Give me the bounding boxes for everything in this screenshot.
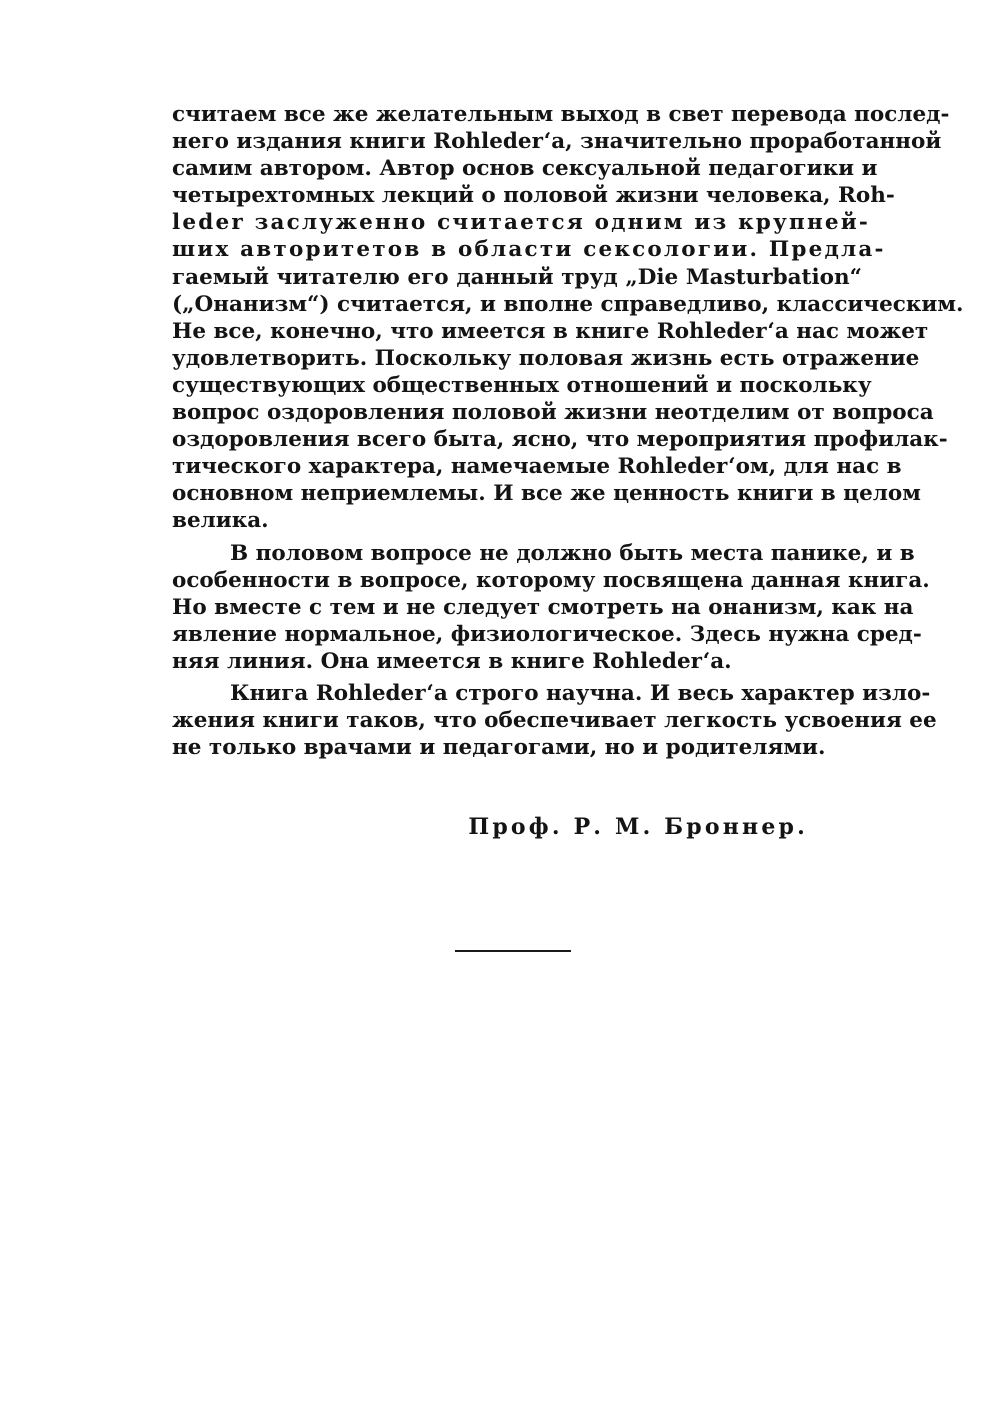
- text-line: leder заслуженно считается одним из крупней-: [172, 210, 871, 236]
- text-line: гаемый читателю его данный труд „Die Masturbation“: [172, 264, 862, 290]
- text-line: няя линия. Она имеется в книге Rohleder‘a.: [172, 648, 732, 674]
- text-line: жения книги таков, что обеспечивает легкость усвоения ее: [172, 708, 937, 734]
- section-divider: [455, 950, 571, 952]
- text-line: велика.: [172, 508, 269, 534]
- text-line: тического характера, намечаемые Rohleder‘ом, для нас в: [172, 454, 902, 480]
- text-line: существующих общественных отношений и поскольку: [172, 372, 872, 398]
- text-line: основном неприемлемы. И все же ценность книги в целом: [172, 481, 921, 507]
- text-line: Книга Rohleder‘a строго научна. И весь характер изло-: [230, 680, 931, 706]
- text-line: Не все, конечно, что имеется в книге Rohleder‘a нас может: [172, 318, 929, 344]
- text-line: удовлетворить. Поскольку половая жизнь есть отражение: [172, 345, 920, 371]
- text-line: оздоровления всего быта, ясно, что мероприятия профилак-: [172, 427, 948, 453]
- text-line: не только врачами и педагогами, но и родителями.: [172, 735, 826, 761]
- text-line: Но вместе с тем и не следует смотреть на онанизм, как на: [172, 594, 914, 620]
- text-line: особенности в вопросе, которому посвящена данная книга.: [172, 567, 930, 593]
- text-line: („Онанизм“) считается, и вполне справедливо, классическим.: [172, 291, 964, 317]
- paragraph-1: [172, 101, 964, 535]
- author-signature: Проф. Р. М. Броннер.: [468, 814, 808, 840]
- text-line: него издания книги Rohleder‘a, значительно проработанной: [172, 129, 942, 155]
- paragraph-2: [172, 540, 930, 675]
- text-line: четырехтомных лекций о половой жизни человека, Roh-: [172, 183, 895, 209]
- text-line: явление нормальное, физиологическое. Здесь нужна сред-: [172, 621, 922, 647]
- text-line: вопрос оздоровления половой жизни неотделим от вопроса: [172, 400, 934, 426]
- body-text: [172, 101, 964, 761]
- paragraph-3: [172, 680, 937, 761]
- text-line: самим автором. Автор основ сексуальной педагогики и: [172, 156, 878, 182]
- text-line: считаем все же желательным выход в свет перевода послед-: [172, 102, 950, 127]
- text-line: В половом вопросе не должно быть места панике, и в: [230, 540, 915, 566]
- text-line: ших авторитетов в области сексологии. Предла-: [172, 237, 886, 263]
